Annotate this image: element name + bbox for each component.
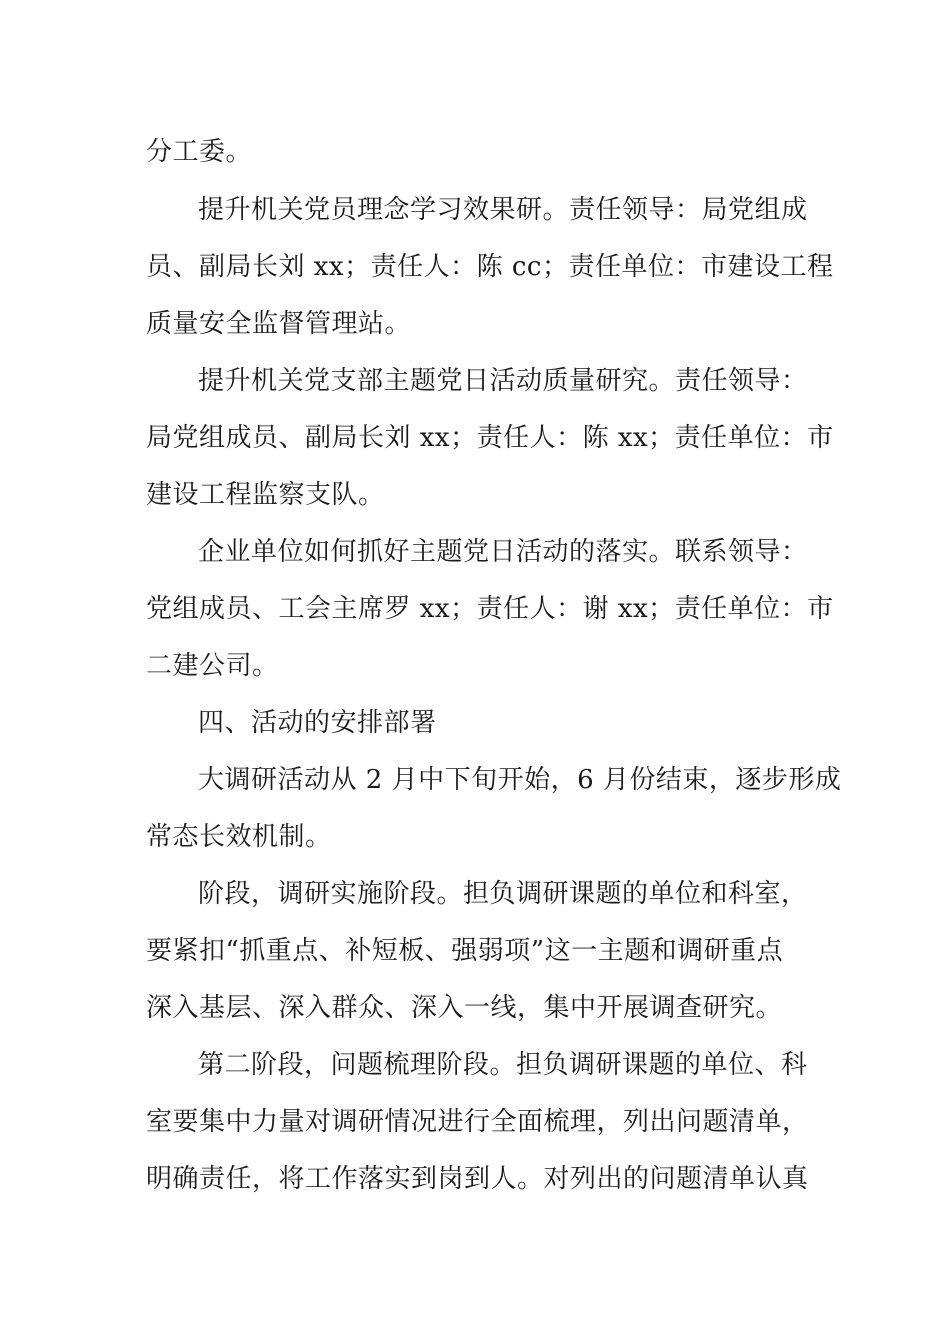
text-line: 明确责任，将工作落实到岗到人。对列出的问题清单认真 <box>146 1164 809 1194</box>
paragraph-first-line: 第二阶段，问题梳理阶段。担负调研课题的单位、科 <box>198 1050 808 1080</box>
text-line: 建设工程监察支队。 <box>146 480 385 510</box>
paragraph-first-line: 提升机关党支部主题党日活动质量研究。责任领导： <box>198 366 808 396</box>
text-line: 室要集中力量对调研情况进行全面梳理，列出问题清单， <box>146 1107 809 1137</box>
paragraph-first-line: 提升机关党员理念学习效果研。责任领导：局党组成 <box>198 195 808 225</box>
text-line: 要紧扣“抓重点、补短板、强弱项”这一主题和调研重点 <box>146 936 784 966</box>
text-line: 常态长效机制。 <box>146 822 332 852</box>
text-line: 分工委。 <box>146 137 253 167</box>
paragraph-first-line: 企业单位如何抓好主题党日活动的落实。联系领导： <box>198 537 808 567</box>
text-line: 质量安全监督管理站。 <box>146 309 412 339</box>
paragraph-first-line: 大调研活动从 2 月中下旬开始，6 月份结束，逐步形成 <box>198 765 842 795</box>
section-heading: 四、活动的安排部署 <box>198 708 437 738</box>
text-line: 党组成员、工会主席罗 xx；责任人：谢 xx；责任单位：市 <box>146 594 834 624</box>
text-line: 局党组成员、副局长刘 xx；责任人：陈 xx；责任单位：市 <box>146 423 834 453</box>
text-line: 员、副局长刘 xx；责任人：陈 cc；责任单位：市建设工程 <box>146 252 834 282</box>
paragraph-first-line: 阶段，调研实施阶段。担负调研课题的单位和科室， <box>198 879 808 909</box>
text-line: 深入基层、深入群众、深入一线，集中开展调查研究。 <box>146 993 783 1023</box>
text-line: 二建公司。 <box>146 651 279 681</box>
